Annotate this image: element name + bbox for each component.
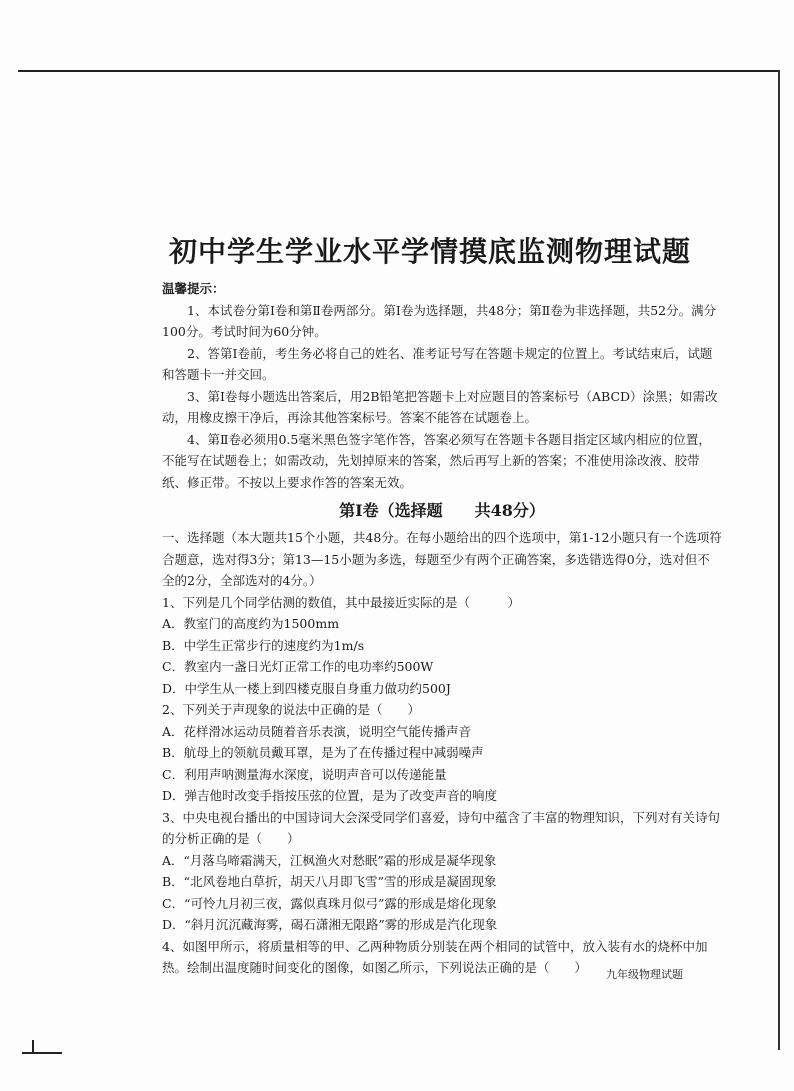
hint-label: 温馨提示：	[162, 281, 225, 296]
page-right-border	[778, 70, 780, 1050]
instructions: 一、选择题（本大题共15个小题，共48分。在每小题给出的四个选项中，第1-12小题只有一个选项符合题意，选对得3分；第13—15小题为多选，每题至少有两个正确答案，多选错选得0分，选对但不全的2分，全部选对的4分。）	[162, 530, 722, 588]
question-3-option-a: A．“月落乌啼霜满天，江枫渔火对愁眠”霜的形成是凝华现象	[162, 852, 497, 868]
question-2-stem: 2、下列关于声现象的说法中正确的是（ ）	[162, 702, 420, 717]
question-2-option-a: A．花样滑冰运动员随着音乐表演，说明空气能传播声音	[162, 723, 472, 739]
note-1: 1、本试卷分第Ⅰ卷和第Ⅱ卷两部分。第Ⅰ卷为选择题，共48分；第Ⅱ卷为非选择题，共52分。满分100分。考试时间为60分钟。	[162, 302, 717, 339]
question-1-option-b: B．中学生正常步行的速度约为1m/s	[162, 637, 365, 653]
question-2-option-c: C．利用声呐测量海水深度，说明声音可以传递能量	[162, 766, 447, 782]
question-1-option-c: C．教室内一盏日光灯正常工作的电功率约500W	[162, 659, 434, 674]
corner-mark	[22, 1040, 62, 1054]
exam-title: 初中学生学业水平学情摸底监测物理试题	[168, 235, 691, 268]
note-3: 3、第Ⅰ卷每小题选出答案后，用2B铅笔把答题卡上对应题目的答案标号（ABCD）涂黑；如需改动，用橡皮擦干净后，再涂其他答案标号。答案不能答在试题卷上。	[162, 388, 718, 425]
question-4-stem: 4、如图甲所示，将质量相等的甲、乙两种物质分别装在两个相同的试管中，放入装有水的烧杯中加热。绘制出温度随时间变化的图像，如图乙所示，下列说法正确的是（ ）	[162, 938, 708, 975]
note-2: 2、答第Ⅰ卷前，考生务必将自己的姓名、准考证号写在答题卡规定的位置上。考试结束后，试题和答题卡一并交回。	[162, 345, 713, 382]
section-title: 第Ⅰ卷（选择题 共48分）	[339, 501, 545, 520]
page-footer: 九年级物理试题	[606, 968, 683, 981]
question-2-option-b: B．航母上的领航员戴耳罩，是为了在传播过程中减弱噪声	[162, 745, 484, 760]
question-2-option-d: D．弹吉他时改变手指按压弦的位置，是为了改变声音的响度	[162, 788, 498, 803]
question-3-stem: 3、中央电视台播出的中国诗词大会深受同学们喜爱，诗句中蕴含了丰富的物理知识，下列对有关诗句的分析正确的是（ ）	[162, 809, 720, 846]
question-1-option-a: A．教室门的高度约为1500mm	[162, 616, 340, 631]
question-1-option-d: D．中学生从一楼上到四楼克服自身重力做功约500J	[162, 680, 451, 696]
exam-content	[162, 278, 722, 979]
note-4: 4、第Ⅱ卷必须用0.5毫米黑色签字笔作答，答案必须写在答题卡各题目指定区域内相应的位置，不能写在试题卷上；如需改动，先划掉原来的答案，然后再写上新的答案；不准使用涂改液、胶带纸、修正带。不按以上要求作答的答案无效。	[162, 431, 711, 490]
question-3-option-d: D．“斜月沉沉藏海雾，碣石潇湘无限路”雾的形成是汽化现象	[162, 917, 498, 932]
question-1-stem: 1、下列是几个同学估测的数值，其中最接近实际的是（ ）	[162, 594, 520, 610]
question-3-option-b: B．“北风卷地白草折，胡天八月即飞雪”雪的形成是凝固现象	[162, 874, 497, 889]
question-3-option-c: C．“可怜九月初三夜，露似真珠月似弓”露的形成是熔化现象	[162, 895, 497, 911]
page-top-border	[18, 70, 780, 72]
